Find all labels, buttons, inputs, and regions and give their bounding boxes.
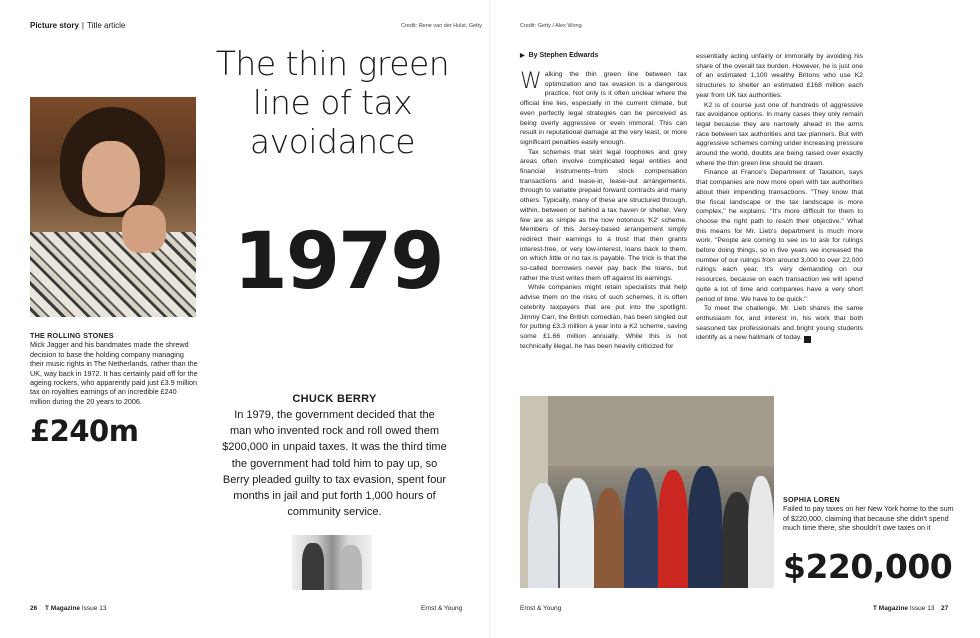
article-type-label: Title article [86, 21, 126, 30]
magazine-label-right [873, 605, 934, 612]
section-header [30, 21, 125, 30]
body-column-2 [696, 52, 863, 343]
mick-jagger-photo [30, 97, 196, 317]
byline-text: By Stephen Edwards [528, 52, 599, 59]
body-paragraph: Finance at France's Department of Taxation, says that companies are now more open with tax authorities about their impending transactions. "They know that the fiscal landscape or the tax landscape is more complex," he explains. "It's more difficult for them to choose the right path to reach their objective." What this means for Mr. Lieb's department is much more work. "People are coming to see us to ask for rulings before doing things, so in five years we increased the number of our rulings from around 3,000 to over 22,000 rulings each year. It's very demanding on our resources, because on each transaction we will spend quite a lot of time and companies have a very short period of time. We have to be quick." [696, 169, 864, 303]
page-number-right: 27 [941, 605, 949, 612]
body-paragraph: Walking the thin green line between tax optimization and tax evasion is a dangerous practice. Not only is it often unclear where the official line lies, especially in the current climate, but even perfectly legal strategies can be perceived as being overly aggressive or even immoral. This can result in reputational damage at the very least, or more significant penalties easily enough. [520, 69, 687, 146]
photo-credit-right: Credit: Getty / Alex Wong [520, 23, 582, 29]
chuck-berry-block [222, 393, 447, 520]
rolling-stones-text: Mick Jagger and his bandmates made the shrewd decision to base the holding company managing their music rights in The Netherlands, rather than the UK, way back in 1972. It has certainly paid off for the ageing rockers, who apparently paid just £3.9 million tax on royalties earnings of an incredible £240 million during the 20 years to 2006. [30, 340, 198, 406]
body-paragraph: Tax schemes that skirt legal loopholes and grey areas often involve complicated legal entities and financial instruments–from stock compensation transactions and lease-in, lease-out arrangements, through to variable prepaid forward contracts and many others. Typically, many of these are structured through, within, between or behind a tax haven or shelter. Very few are as simple as the now notorious 'K2' scheme. Members of this Jersey-based arrangement simply redirect their earnings to a trust that then grants interest-free, or very low-interest, loans back to them, on which little or no tax is payable. The trick is that the so-called borrowers never pay back the loans, but rather the trust writes them off against its earnings. [520, 148, 687, 282]
magazine-name-left: T Magazine [45, 605, 81, 612]
issue-label-right: Issue 13 [909, 605, 935, 612]
body-paragraph: To meet the challenge, Mr. Lieb shares the same enthusiasm for, and interest in, his work that both seasoned tax professionals and bright young students identify as a new hallmark of today. T [696, 305, 863, 343]
page-number-left: 26 [30, 605, 38, 612]
body-paragraph: essentially acting unfairly or immorally by avoiding his share of the overall tax burden. However, he is just one of an estimated 1,100 wealthy Britons who use K2 structures to shelter an estimated £168 million each year from UK tax authorities. [696, 53, 863, 99]
body-column-1 [520, 70, 687, 351]
rolling-stones-caption [30, 331, 198, 406]
sophia-loren-photo [520, 396, 774, 588]
loren-figure: $220,000 [783, 547, 953, 586]
big-year: 1979 [233, 217, 443, 307]
chuck-berry-photo [292, 535, 372, 590]
chuck-berry-text: In 1979, the government decided that the man who invented rock and roll owed them $200,000 in unpaid taxes. It was the third time the government had told him to pay up, so Berry pleaded guilty to tax evasion, spent four months in jail and put forth 1,000 hours of community service. [222, 409, 447, 519]
stones-figure: £240m [30, 414, 139, 448]
rolling-stones-title: THE ROLLING STONES [30, 331, 114, 340]
magazine-label-left [45, 605, 106, 612]
drop-cap: W [520, 69, 542, 94]
sophia-loren-caption [783, 495, 958, 533]
byline-marker-icon: ▶ [520, 53, 525, 59]
end-mark-icon: T [804, 336, 811, 343]
brand-label-right: Ernst & Young [520, 605, 562, 612]
photo-credit-left: Credit: Rene van der Hulst, Getty [400, 23, 482, 29]
section-label: Picture story [30, 21, 79, 30]
byline [520, 52, 598, 59]
chuck-berry-title: CHUCK BERRY [292, 393, 377, 405]
issue-label-left: Issue 13 [81, 605, 107, 612]
brand-label-left: Ernst & Young [421, 605, 463, 612]
magazine-name-right: T Magazine [873, 605, 909, 612]
article-headline: The thin green line of tax avoidance [215, 44, 450, 161]
section-separator: | [81, 21, 84, 30]
sophia-loren-title: SOPHIA LOREN [783, 495, 840, 504]
body-paragraph: While companies might retain specialists that help advise them on the risks of such schemes, it is often celebrity taxpayers that are put into the spotlight. Jimmy Carr, the British comedian, has been singled out for putting £3.3 million a year into a K2 scheme, saving some £1.66 million annually. While this is not technically illegal, he has been heavily criticized for [520, 284, 687, 350]
body-paragraph: K2 is of course just one of hundreds of aggressive tax avoidance options. In many cases they only remain legal because they are narrowly ahead in the arms race between tax authorities and tax planners. But with aggressive schemes coming under increasing pressure around the world, doubts are being raised over exactly where the thin green line should be drawn. [696, 101, 863, 167]
sophia-loren-text: Failed to pay taxes on her New York home to the sum of $220,000, claiming that because she didn't spend much time there, she shouldn't owe taxes on it [783, 504, 954, 533]
